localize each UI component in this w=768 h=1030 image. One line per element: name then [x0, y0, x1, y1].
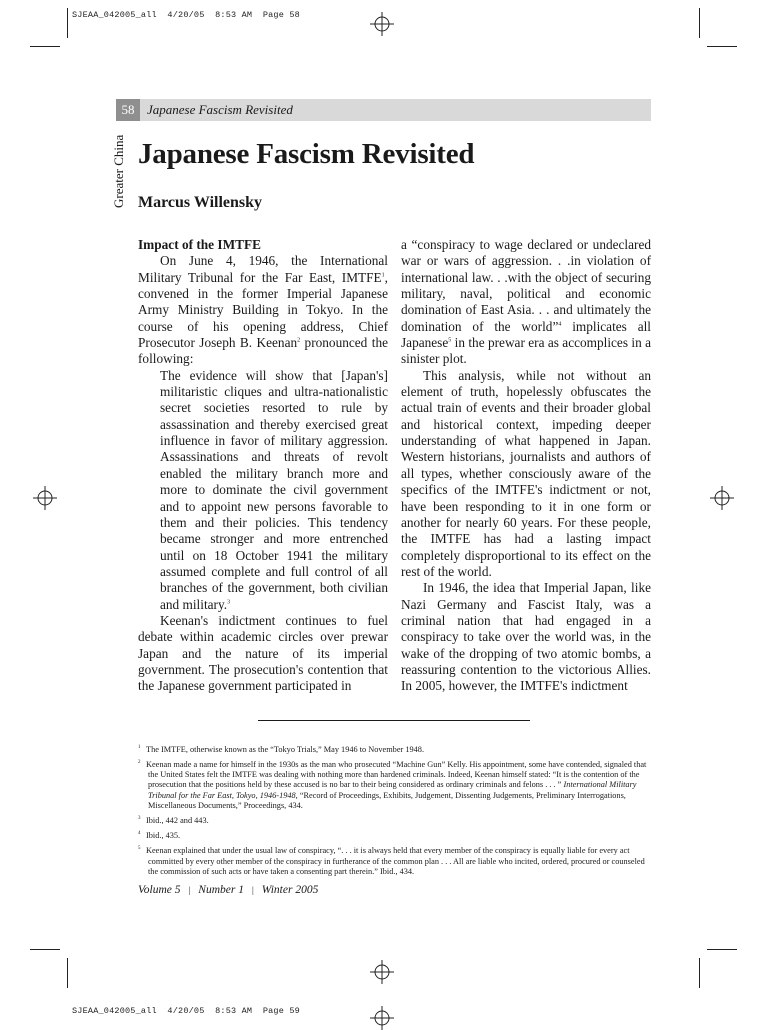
- crop-mark: [67, 958, 68, 988]
- footnote: 2 Keenan made a name for himself in the 1930s as the man who prosecuted “Machine Gun” Kelly. His appointment, some have contended, signaled that the United States felt the IMTFE was dealing with nothing more than hardened criminals. Indeed, Keenan himself stated: “It is the contention of the prosecution that the positions held by these accused is no bar to their being considered as ordinary criminals and felons . . . ” International Military Tribunal for the Far East, Tokyo, 1946-1948, “Record of Proceedings, Exhibits, Judgement, Dissenting Judgements, Preliminary Interrogations, Miscellaneous Documents,” Proceedings, 434.: [138, 759, 647, 811]
- number-label: Number 1: [198, 884, 244, 896]
- section-subheading: Impact of the IMTFE: [138, 237, 261, 252]
- running-header: [116, 99, 651, 121]
- footnote-divider: [258, 720, 530, 721]
- footer-separator: |: [188, 885, 191, 895]
- crop-mark: [67, 8, 68, 38]
- printer-slug-bottom: SJEAA_042005_all 4/20/05 8:53 AM Page 59: [72, 1006, 300, 1016]
- crop-mark: [30, 949, 60, 950]
- volume-label: Volume 5: [138, 884, 181, 896]
- printer-slug-top: SJEAA_042005_all 4/20/05 8:53 AM Page 58: [72, 10, 300, 20]
- paragraph: This analysis, while not without an element of truth, hopelessly obfuscates the actual train of events and their broader global and historical context, impeding deeper understanding of what happened in Japan. Western historians, journalists and authors of all types, whether consciously aware of the specifics of the IMTFE's indictment or not, have been responding to it in one form or another for nearly 60 years. For these people, the IMTFE has had a lasting impact completely disproportional to its effect on the rest of the world.: [401, 367, 651, 579]
- crop-mark: [707, 46, 737, 47]
- footnote-ref[interactable]: 1: [381, 272, 385, 279]
- crop-mark: [699, 958, 700, 988]
- paragraph: In 1946, the idea that Imperial Japan, like Nazi Germany and Fascist Italy, was a criminal nation that had engaged in a conspiracy to take over the world was, in the wake of the dropping of two atomic bombs, a reassuring contention to the victorious Allies. In 2005, however, the IMTFE's indictment: [401, 580, 651, 694]
- registration-mark-icon: [710, 486, 734, 510]
- footer-separator: |: [251, 885, 254, 895]
- footnote-ref[interactable]: 2: [297, 337, 301, 344]
- paragraph: On June 4, 1946, the International Military Tribunal for the Far East, IMTFE$^1$, convened in the former Imperial Japanese Army Ministry Building in Tokyo. In the course of his opening address, Chief Prosecutor Joseph B. Keenan$^2$ pronounced the following:: [138, 253, 388, 367]
- block-quote: The evidence will show that [Japan's] militaristic cliques and ultra-nationalistic secret societies resorted to rule by assassination and thereby exercised great influence in favor of military aggression. Assassinations and threats of revolt enabled the military branch more and more to dominate the civil government and to appoint new persons favorable to them and their policies. This tendency became stronger and more entrenched until on 18 October 1941 the military assumed complete and full control of all branches of the government, both civilian and military.$^3$: [160, 367, 388, 612]
- footnote: 3 Ibid., 442 and 443.: [138, 816, 209, 826]
- right-column: [401, 237, 651, 695]
- section-label: Greater China: [111, 134, 126, 208]
- registration-mark-icon: [370, 960, 394, 984]
- registration-mark-icon: [370, 12, 394, 36]
- footnote-ref[interactable]: 3: [227, 599, 231, 606]
- paragraph: a “conspiracy to wage declared or undeclared war or wars of aggression. . .in violation of international law. . .with the object of securing military, naval, political and economic domination of East Asia. . . and ultimately the domination of the world”$^4$ implicates all Japanese$^5$ in the prewar era as accomplices in a sinister plot.: [401, 237, 651, 367]
- crop-mark: [699, 8, 700, 38]
- article-title: Japanese Fascism Revisited: [138, 138, 475, 170]
- footnote-ref[interactable]: 5: [448, 337, 452, 344]
- page-number: 58: [116, 99, 140, 121]
- issue-label: Winter 2005: [261, 884, 319, 896]
- footnote: 5 Keenan explained that under the usual law of conspiracy, “. . . it is always held that every member of the conspiracy is equally liable for every act committed by every other member of the conspiracy in furtherance of the common plan . . . All are liable who incited, ordered, procured or counseled the commission of such acts or have taken a consenting part therein.” Ibid., 434.: [138, 846, 645, 876]
- footnote: 1 The IMTFE, otherwise known as the “Tokyo Trials,” May 1946 to November 1948.: [138, 744, 425, 754]
- running-title: Japanese Fascism Revisited: [147, 102, 293, 117]
- journal-footer: [138, 884, 318, 896]
- crop-mark: [707, 949, 737, 950]
- crop-mark: [30, 46, 60, 47]
- footnote-ref[interactable]: 4: [558, 321, 562, 328]
- author-name: Marcus Willensky: [138, 194, 263, 211]
- footnotes: [138, 743, 651, 880]
- paragraph: Keenan's indictment continues to fuel debate within academic circles over prewar Japan and the nature of its imperial government. The prosecution's contention that the Japanese government participated in: [138, 612, 388, 694]
- left-column: [138, 237, 388, 695]
- registration-mark-icon: [33, 486, 57, 510]
- registration-mark-icon: [370, 1006, 394, 1030]
- footnote: 4 Ibid., 435.: [138, 831, 181, 841]
